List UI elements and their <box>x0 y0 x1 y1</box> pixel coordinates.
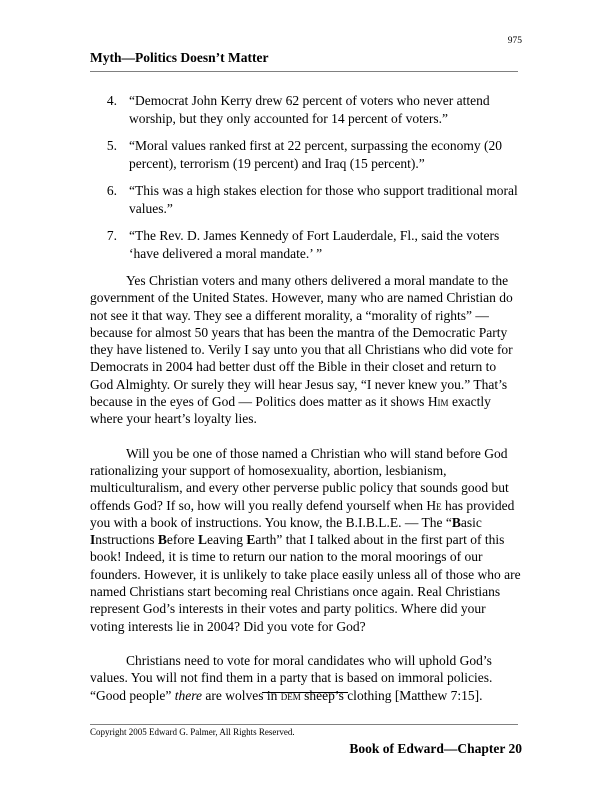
header-rule <box>90 71 518 72</box>
body-text <box>90 272 522 721</box>
copyright-notice: Copyright 2005 Edward G. Palmer, All Rights Reserved. <box>90 727 295 737</box>
paragraph-text: Yes Christian voters and many others delivered a moral mandate to the government of the United States. However, many who are named Christian do not see it that way. They see a different morality, a “morality of rights” — because for almost 50 years that has been the mantra of the Democratic Party they have listened to. Verily I say unto you that all Christians who did vote for Democrats in 2004 had better dust off the Bible in their closet and return to God Almighty. Or surely they will hear Jesus say, “I never knew you.” That’s because in the eyes of God — Politics does matter as it shows <box>90 273 513 410</box>
running-header-title: Myth—Politics Doesn’t Matter <box>90 50 269 65</box>
acronym-initial: I <box>90 532 96 548</box>
list-item-number: 7. <box>106 228 117 243</box>
running-footer-title: Book of Edward—Chapter 20 <box>349 741 522 756</box>
acronym-initial: L <box>198 532 208 548</box>
acronym-initial: B <box>157 532 167 548</box>
list-item-text: “This was a high stakes election for those who support traditional moral values.” <box>129 183 518 216</box>
list-item-number: 4. <box>106 93 117 108</box>
paragraph <box>90 445 522 635</box>
paragraph-text: has provided you with a book of instructions. You know, the B.I.B.L.E. — The “ <box>90 497 515 530</box>
acronym-rest: eaving <box>207 532 247 548</box>
acronym-rest: efore <box>166 532 199 548</box>
paragraph-text: Will you be one of those named a Christian who will stand before God rationalizing your support of homosexuality, abortion, lesbianism, multiculturalism, and every other perverse public policy that sounds good but offends God? If so, how will you really defend yourself when <box>90 445 509 513</box>
section-break-rule <box>262 692 348 693</box>
paragraph-text: exactly where your heart’s loyalty lies. <box>90 394 491 427</box>
paragraph <box>90 652 522 704</box>
small-caps-dem: dem <box>280 687 301 703</box>
list-item-text: “The Rev. D. James Kennedy of Fort Lauderdale, Fl., said the voters ‘have delivered a moral mandate.’ ” <box>129 228 500 261</box>
paragraph <box>90 272 522 428</box>
acronym-initial: E <box>246 532 256 548</box>
list-item <box>90 92 522 127</box>
list-item-number: 6. <box>106 183 117 198</box>
list-item <box>90 227 522 262</box>
acronym-rest: asic <box>460 514 482 530</box>
list-item-text: “Democrat John Kerry drew 62 percent of voters who never attend worship, but they only accounted for 14 percent of voters.” <box>129 93 490 126</box>
small-caps-he: He <box>426 497 442 513</box>
list-item-text: “Moral values ranked first at 22 percent, surpassing the economy (20 percent), terrorism (19 percent) and Iraq (15 percent).” <box>129 138 503 171</box>
paragraph-text: are wolves in <box>201 687 281 703</box>
italic-there: there <box>174 687 202 703</box>
list-item <box>90 182 522 217</box>
acronym-rest: arth <box>255 532 277 548</box>
acronym-initial: B <box>451 514 461 530</box>
small-caps-him: Him <box>427 394 449 410</box>
paragraph-text: Christians need to vote for moral candidates who will uphold God’s values. You will not find them in a party that is based on immoral policies. “Good people” <box>90 652 493 703</box>
acronym-rest: nstructions <box>95 532 158 548</box>
paragraph-text: sheep’s clothing [Matthew 7:15]. <box>300 687 483 703</box>
list-item-number: 5. <box>106 138 117 153</box>
quote-list <box>90 92 522 272</box>
list-item <box>90 137 522 172</box>
footer-rule <box>90 724 518 725</box>
paragraph-text: ” that I talked about in the first part of this book! Indeed, it is time to return our nation to the moral moorings of our founders. However, it is unlikely to take place easily unless all of those who are named Christians start becoming real Christians once again. Real Christians represent God’s interests in their votes and party politics. Where did your voting interests lie in 2004? Did you vote for God? <box>90 532 521 634</box>
page-number: 975 <box>507 36 522 46</box>
